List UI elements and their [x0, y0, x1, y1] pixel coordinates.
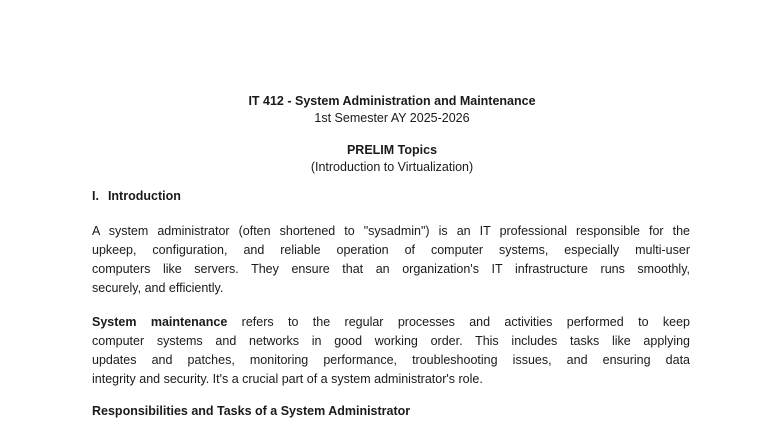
subheading-responsibilities: Responsibilities and Tasks of a System Administrator	[92, 404, 411, 418]
paragraph-line: computer systems and networks in good working order. This includes tasks like applying	[92, 334, 690, 348]
paragraph-line-first	[92, 313, 690, 332]
paragraph-line: integrity and security. It's a crucial part of a system administrator's role.	[92, 372, 483, 386]
paragraph-line: A system administrator (often shortened to "sysadmin") is an IT professional responsible for the	[92, 224, 690, 238]
paragraph-line-rest: refers to the regular processes and activities performed to keep	[227, 315, 690, 329]
paragraph-line: upkeep, configuration, and reliable operation of computer systems, especially multi-user	[92, 243, 690, 257]
paragraph-sysadmin-definition	[92, 222, 690, 298]
course-title: IT 412 - System Administration and Maintenance	[248, 94, 536, 108]
section-heading-introduction	[92, 189, 181, 203]
paragraph-line: computers like servers. They ensure that an organization's IT infrastructure runs smoothly,	[92, 262, 690, 276]
paragraph-system-maintenance	[92, 313, 690, 389]
semester-line: 1st Semester AY 2025-2026	[314, 111, 470, 125]
paragraph-line: securely, and efficiently.	[92, 281, 224, 295]
topics-subtitle: (Introduction to Virtualization)	[310, 160, 474, 174]
term-system-maintenance: System maintenance	[92, 315, 228, 329]
section-title: Introduction	[107, 189, 181, 203]
paragraph-line: updates and patches, monitoring performance, troubleshooting issues, and ensuring data	[92, 353, 690, 367]
section-number: I.	[92, 189, 99, 203]
topics-title: PRELIM Topics	[346, 143, 438, 157]
